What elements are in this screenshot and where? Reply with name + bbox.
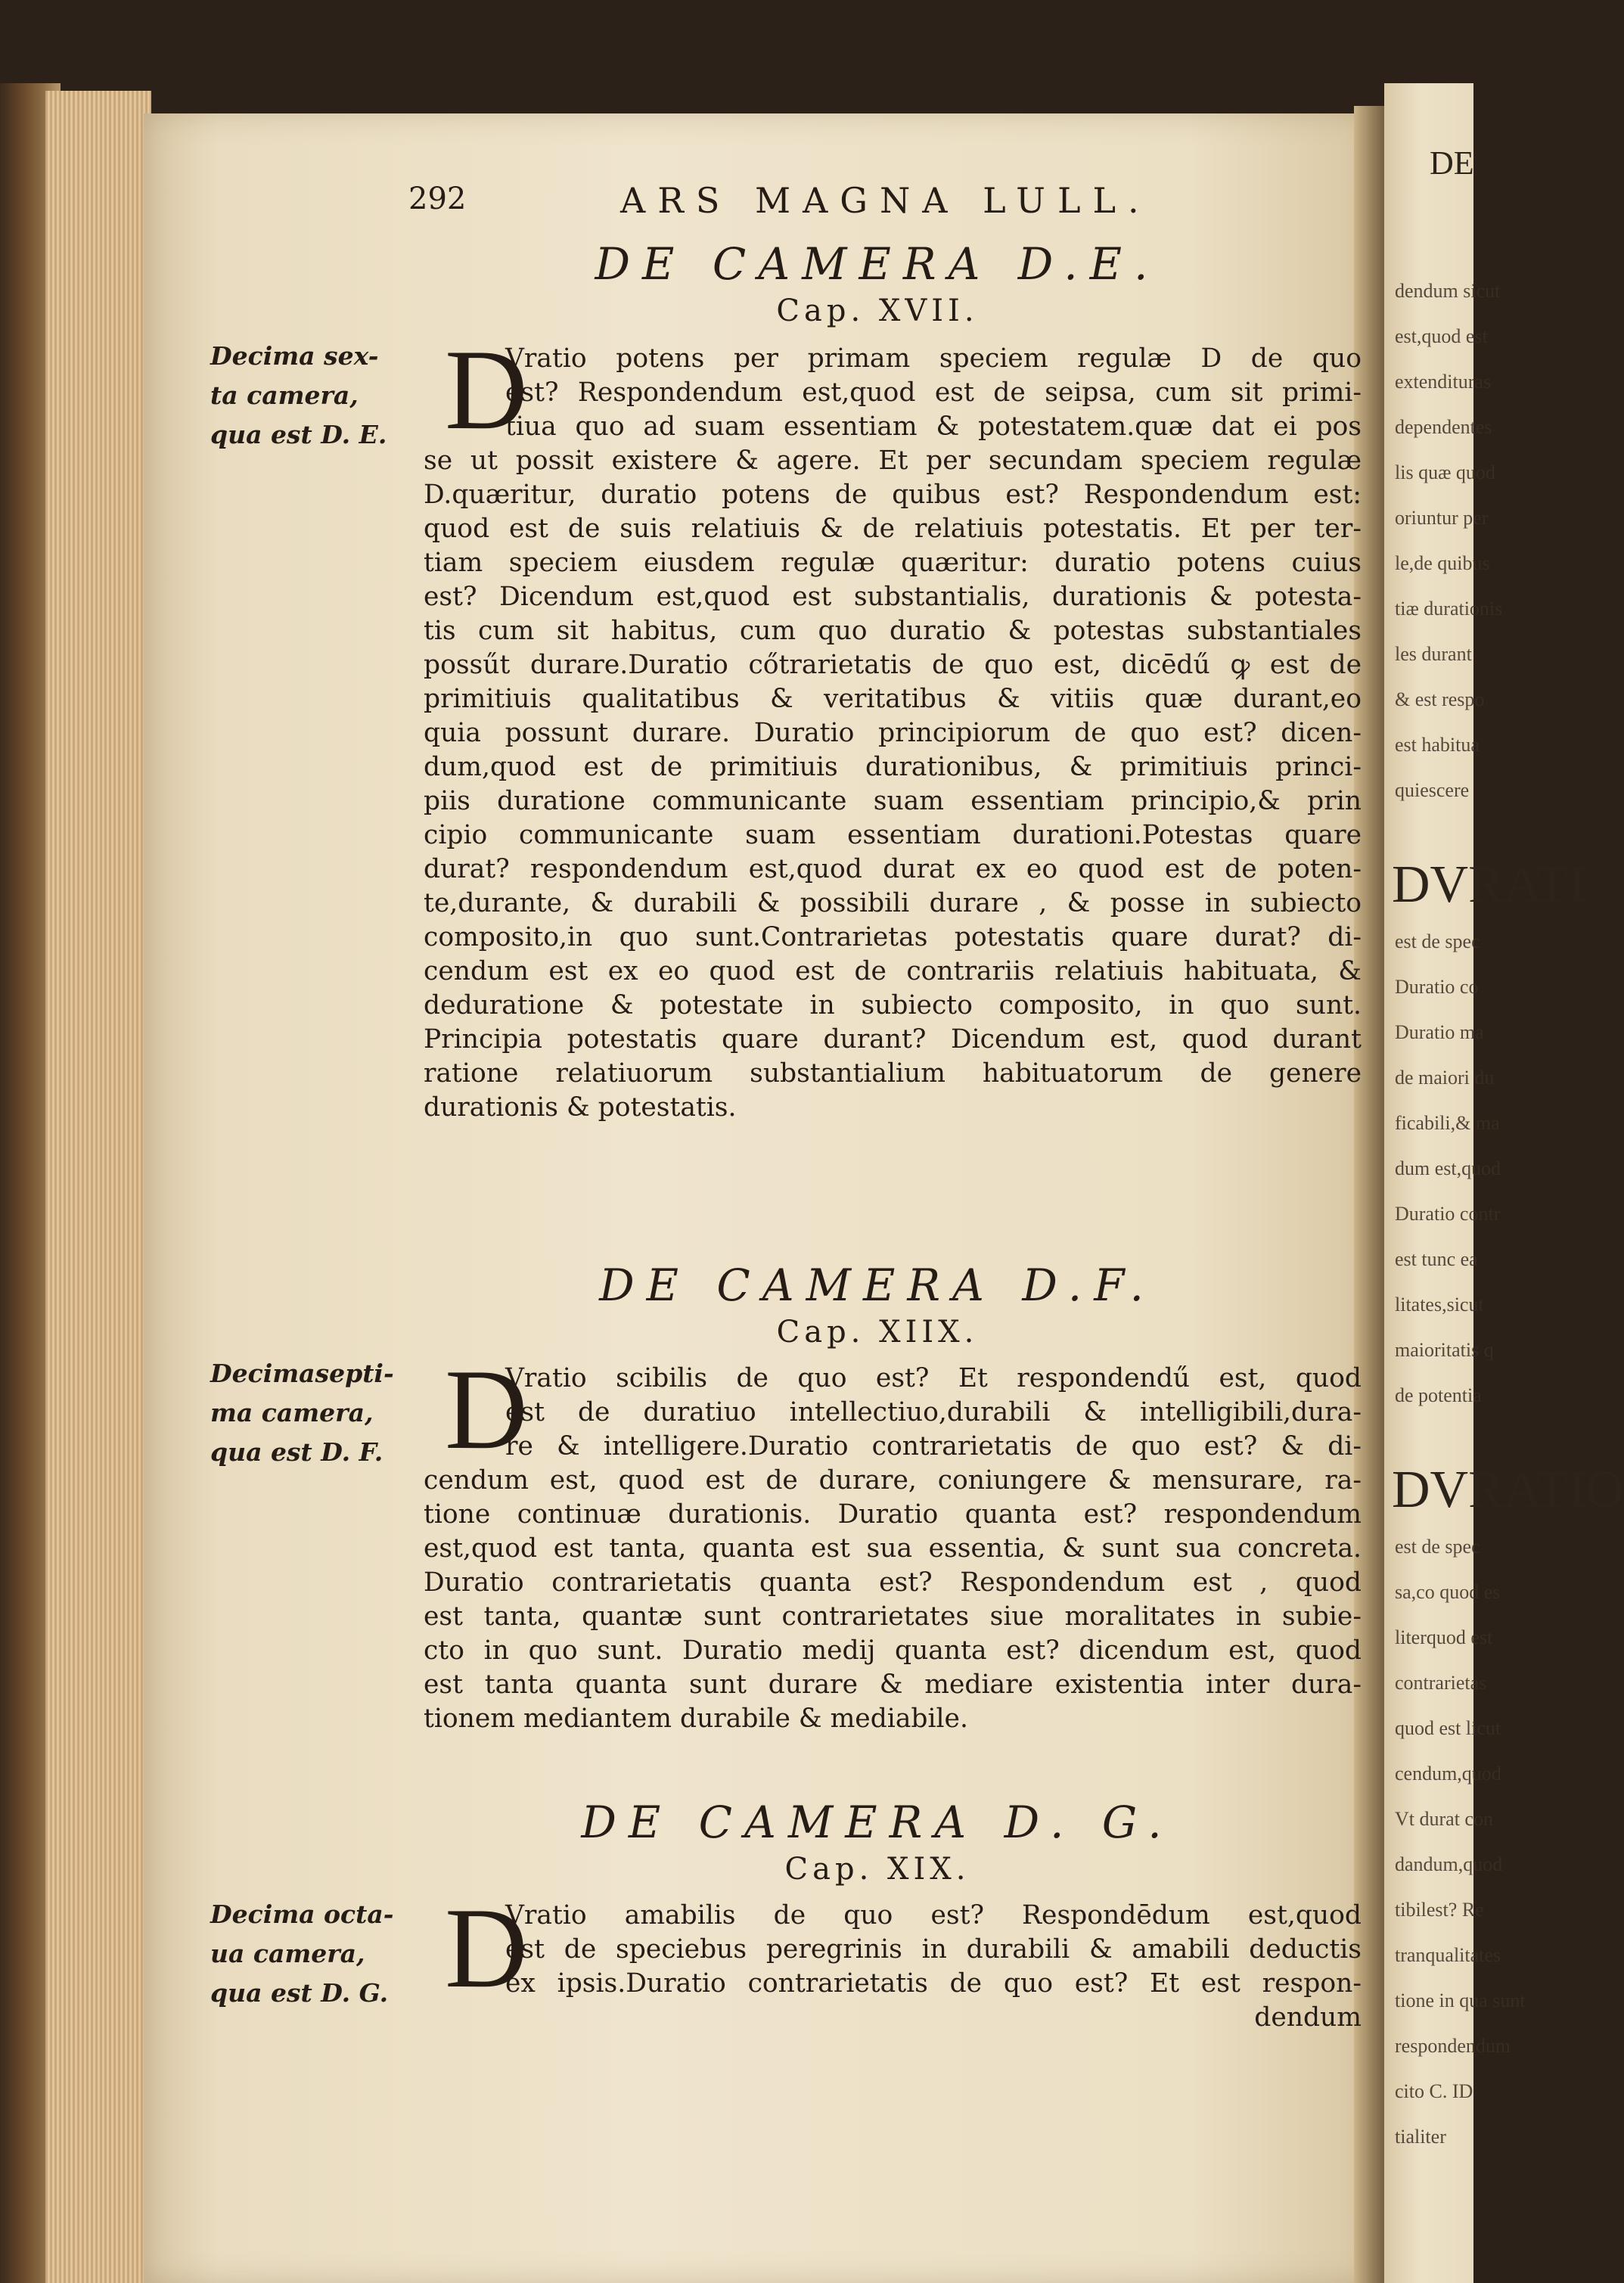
next-page-line: cito C. ID — [1395, 2080, 1473, 2102]
next-page-dropcap: DVRATIO — [1392, 1461, 1624, 1519]
text-line: se ut possit existere & agere. Et per secundam speciem regulæ — [424, 446, 1362, 476]
next-page-line: Duratio co — [1395, 976, 1479, 998]
chapter-number: Cap. XIX. — [784, 1852, 970, 1887]
text-line: tiua quo ad suam essentiam & potestatem.quæ dat ei pos — [505, 412, 1362, 442]
page-number: 292 — [408, 182, 467, 216]
next-page-line: quiescere — [1395, 779, 1470, 801]
next-page-line: tiæ durationis — [1395, 598, 1503, 620]
next-page-line: cendum,quod — [1395, 1763, 1501, 1784]
next-page-line: extendituras — [1395, 371, 1492, 393]
next-page-line: dandum,quod — [1395, 1853, 1503, 1875]
next-page-line: ficabili,& ma — [1395, 1112, 1500, 1134]
next-page-line: litates,sicut — [1395, 1294, 1484, 1315]
margin-note-line: Decima octa- — [210, 1899, 394, 1929]
next-page-line: de maiori du — [1395, 1067, 1495, 1089]
chapter-title: DE CAMERA D.F. — [599, 1260, 1156, 1311]
margin-note-line: ua camera, — [210, 1939, 365, 1968]
margin-note-line: qua est D. F. — [210, 1437, 383, 1467]
margin-note-line: qua est D. G. — [210, 1978, 389, 2008]
text-line: cipio communicante suam essentiam durationi.Potestas quare — [424, 820, 1362, 850]
margin-note-line: qua est D. E. — [210, 420, 387, 449]
text-line: quia possunt durare. Duratio principiorum de quo est? dicen- — [424, 718, 1362, 748]
chapter-number: Cap. XVII. — [776, 294, 979, 328]
text-line: quod est de suis relatiuis & de relatiuis potestatis. Et per ter- — [424, 514, 1362, 544]
text-line: D.quæritur, duratio potens de quibus est? Respondendum est: — [424, 480, 1362, 510]
drop-cap: D — [445, 326, 528, 453]
text-line: est,quod est tanta, quanta est sua essentia, & sunt sua concreta. — [424, 1533, 1362, 1564]
next-page-dropcap: DVRATI — [1392, 856, 1586, 914]
margin-note-line: ta camera, — [210, 380, 359, 410]
running-head-title: ARS MAGNA LULL. — [620, 180, 1151, 221]
next-page-line: tranqualitates — [1395, 1944, 1501, 1966]
chapter-number: Cap. XIIX. — [776, 1315, 979, 1350]
section-body — [424, 1362, 1362, 1736]
next-page-line: dependentes — [1395, 416, 1492, 438]
margin-note-line: ma camera, — [210, 1398, 374, 1427]
text-line: dum,quod est de primitiuis durationibus, & primitiuis princi- — [424, 752, 1362, 782]
text-line: est de speciebus peregrinis in durabili & amabili deductis — [505, 1934, 1362, 1965]
margin-note — [210, 337, 430, 455]
drop-cap: D — [445, 1346, 528, 1473]
text-line: cendum est, quod est de durare, coniungere & mensurare, ra- — [424, 1465, 1362, 1496]
next-page-line: les durant — [1395, 643, 1472, 665]
next-page-line: quod est licut — [1395, 1717, 1501, 1739]
text-line: possűt durare.Duratio cőtrarietatis de quo est, dicēdű ꝙ est de — [424, 650, 1362, 680]
text-line: Vratio scibilis de quo est? Et respondendű est, quod — [505, 1363, 1362, 1393]
next-page-line: dum est,quod — [1395, 1157, 1501, 1179]
next-page-line: est tunc ea — [1395, 1248, 1478, 1270]
next-page-line: maioritatis q — [1395, 1339, 1494, 1361]
margin-note — [210, 1895, 430, 2013]
chapter-title: DE CAMERA D. G. — [581, 1797, 1174, 1848]
text-line: tionem mediantem durabile & mediabile. — [424, 1704, 968, 1734]
text-line: est? Respondendum est,quod est de seipsa, cum sit primi- — [505, 377, 1362, 408]
text-line: est tanta, quantæ sunt contrarietates siue moralitates in subie- — [424, 1601, 1362, 1632]
next-page-line: est habitua — [1395, 734, 1480, 756]
margin-note — [210, 1354, 430, 1472]
next-page-line: literquod est — [1395, 1626, 1493, 1648]
next-page-line: tione in qua sunt — [1395, 1989, 1526, 2011]
next-page-line: Duratio contr — [1395, 1203, 1501, 1225]
next-page-line: lis quæ quod — [1395, 461, 1495, 483]
page-block-edges — [45, 91, 151, 2283]
text-line: est? Dicendum est,quod est substantialis, durationis & potesta- — [424, 582, 1362, 612]
text-line: re & intelligere.Duratio contrarietatis de quo est? & di- — [505, 1431, 1362, 1461]
margin-note-line: Decimasepti- — [210, 1359, 394, 1388]
next-page-line: Duratio ma — [1395, 1021, 1484, 1043]
next-page-line: tibilest? Re — [1395, 1899, 1484, 1921]
text-line: est de duratiuo intellectiuo,durabili & intelligibili,durа- — [505, 1397, 1362, 1427]
next-page-line: Vt durat con — [1395, 1808, 1493, 1830]
next-page-line: est de spec — [1395, 930, 1480, 952]
next-page-line: dendum sicut — [1395, 280, 1501, 302]
text-line: dendum — [1254, 2002, 1362, 2033]
next-page-line: oriuntur per — [1395, 507, 1489, 529]
text-line: deduratione & potestate in subiecto composito, in quo sunt. — [424, 990, 1362, 1020]
text-line: ex ipsis.Duratio contrarietatis de quo est? Et est respon- — [505, 1968, 1362, 1999]
text-line: ratione relatiuorum substantialium habituatorum de genere — [424, 1058, 1362, 1089]
text-line: piis duratione communicante suam essentiam principio,& prin — [424, 786, 1362, 816]
section-body — [424, 342, 1362, 1125]
chapter-title: DE CAMERA D.E. — [595, 238, 1160, 290]
text-line: te,durante, & durabili & possibili durare , & posse in subiecto — [424, 888, 1362, 918]
text-line: Vratio amabilis de quo est? Respondēdum est,quod — [505, 1900, 1362, 1930]
text-line: cto in quo sunt. Duratio medij quanta est? dicendum est, quod — [424, 1635, 1362, 1666]
text-line: durat? respondendum est,quod durat ex eo quod est de poten- — [424, 854, 1362, 884]
next-page-line: tialiter — [1395, 2126, 1446, 2148]
next-page-line: est,quod est — [1395, 325, 1488, 347]
text-line: est tanta quanta sunt durare & mediare existentia inter dura- — [424, 1670, 1362, 1700]
next-page-line: contrarietas — [1395, 1672, 1487, 1694]
next-page-line: le,de quibus — [1395, 552, 1490, 574]
section-body — [424, 1899, 1362, 2035]
drop-cap: D — [445, 1884, 528, 2011]
next-page-line: & est respo — [1395, 688, 1485, 710]
next-page-fragment — [1384, 83, 1624, 2283]
text-line: primitiuis qualitatibus & veritatibus & vitiis quæ durant,eo — [424, 684, 1362, 714]
text-line: durationis & potestatis. — [424, 1092, 737, 1123]
next-page-line: est de spec — [1395, 1536, 1480, 1558]
next-page-line: de potentia — [1395, 1384, 1482, 1406]
next-page-head: DE — [1430, 144, 1474, 182]
text-line: tione continuæ durationis. Duratio quanta est? respondendum — [424, 1499, 1362, 1530]
text-line: cendum est ex eo quod est de contrariis relatiuis habituata, & — [424, 956, 1362, 986]
text-line: tiam speciem eiusdem regulæ quæritur: duratio potens cuius — [424, 548, 1362, 578]
text-line: Principia potestatis quare durant? Dicendum est, quod durant — [424, 1024, 1362, 1055]
text-line: Vratio potens per primam speciem regulæ D de quo — [505, 343, 1362, 374]
next-page-line: sa,co quod es — [1395, 1581, 1501, 1603]
text-line: Duratio contrarietatis quanta est? Respondendum est , quod — [424, 1567, 1362, 1598]
margin-note-line: Decima sex- — [210, 341, 379, 371]
text-line: composito,in quo sunt.Contrarietas potestatis quare durat? di- — [424, 922, 1362, 952]
next-page-line: respondendum — [1395, 2035, 1511, 2057]
text-line: tis cum sit habitus, cum quo duratio & potestas substantiales — [424, 616, 1362, 646]
